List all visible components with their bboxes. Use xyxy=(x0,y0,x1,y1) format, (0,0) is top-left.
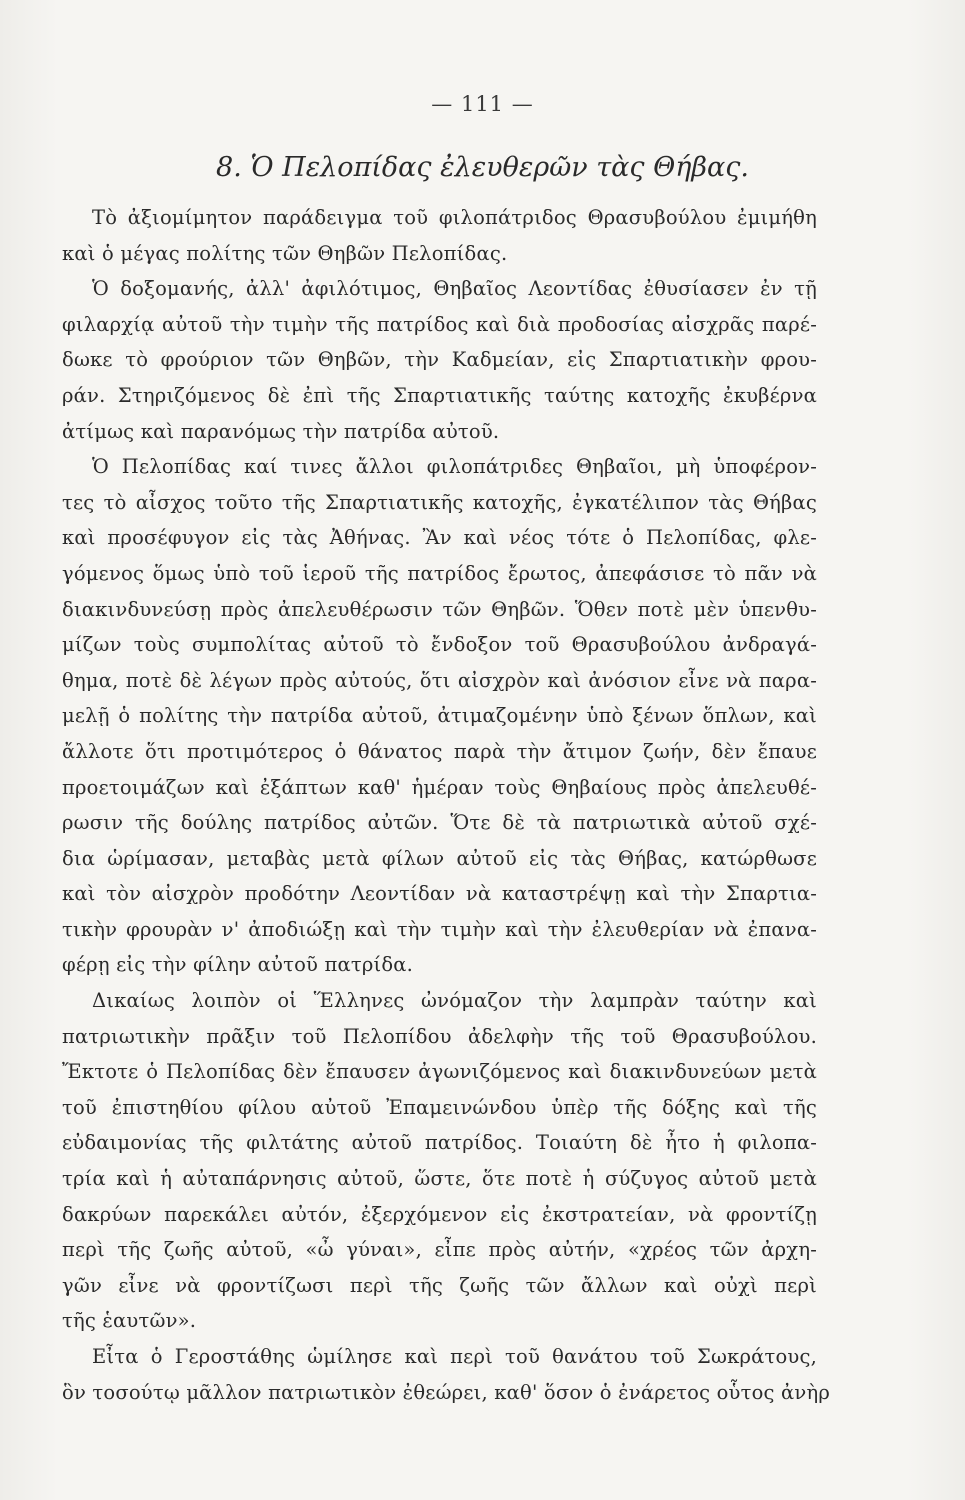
text-line: ράν. Στηριζόμενος δὲ ἐπὶ τῆς Σπαρτιατικῆς ταύτης κατοχῆς ἐκυβέρνα xyxy=(62,383,817,407)
text-line: ὃν τοσούτῳ μᾶλλον πατριωτικὸν ἐθεώρει, καθ' ὅσον ὁ ἐνάρετος οὗτος ἀνὴρ xyxy=(62,1380,831,1404)
text-line: Ὁ Πελοπίδας καί τινες ἄλλοι φιλοπάτριδες Θηβαῖοι, μὴ ὑποφέρον- xyxy=(92,455,817,479)
text-line: μελῇ ὁ πολίτης τὴν πατρίδα αὐτοῦ, ἀτιμαζομένην ὑπὸ ξένων ὅπλων, καὶ xyxy=(62,704,817,728)
text-line: θημα, ποτὲ δὲ λέγων πρὸς αὐτούς, ὅτι αἰσχρὸν καὶ ἀνόσιον εἶνε νὰ παρα- xyxy=(62,668,817,692)
text-line: φέρῃ εἰς τὴν φίλην αὐτοῦ πατρίδα. xyxy=(62,953,414,977)
body-text xyxy=(62,200,831,1410)
text-line: καὶ προσέφυγον εἰς τὰς Ἀθήνας. Ἂν καὶ νέος τότε ὁ Πελοπίδας, φλε- xyxy=(62,526,817,550)
text-line: γῶν εἶνε νὰ φροντίζωσι περὶ τῆς ζωῆς τῶν ἄλλων καὶ οὐχὶ περὶ xyxy=(62,1273,817,1297)
text-line: Δικαίως λοιπὸν οἱ Ἕλληνες ὠνόμαζον τὴν λαμπρὰν ταύτην καὶ xyxy=(92,989,817,1013)
text-line: τρία καὶ ἡ αὐταπάρνησις αὐτοῦ, ὥστε, ὅτε ποτὲ ἡ σύζυγος αὐτοῦ μετὰ xyxy=(62,1167,817,1191)
text-line: προετοιμάζων καὶ ἐξάπτων καθ' ἡμέραν τοὺς Θηβαίους πρὸς ἀπελευθέ- xyxy=(62,775,817,799)
text-line: δακρύων παρεκάλει αὐτόν, ἐξερχόμενον εἰς ἐκστρατείαν, νὰ φροντίζῃ xyxy=(62,1202,817,1226)
text-line: δωκε τὸ φρούριον τῶν Θηβῶν, τὴν Καδμείαν, εἰς Σπαρτιατικὴν φρου- xyxy=(62,348,817,372)
text-line: τες τὸ αἶσχος τοῦτο τῆς Σπαρτιατικῆς κατοχῆς, ἐγκατέλιπον τὰς Θήβας xyxy=(62,490,817,514)
text-line: τῆς ἑαυτῶν». xyxy=(62,1309,197,1333)
section-title: 8. Ὁ Πελοπίδας ἐλευθερῶν τὰς Θήβας. xyxy=(216,152,749,183)
text-line: γόμενος ὅμως ὑπὸ τοῦ ἱεροῦ τῆς πατρίδος ἔρωτος, ἀπεφάσισε τὸ πᾶν νὰ xyxy=(62,561,817,585)
text-line: μίζων τοὺς συμπολίτας αὐτοῦ τὸ ἔνδοξον τοῦ Θρασυβούλου ἀνδραγά- xyxy=(62,633,817,657)
text-line: τοῦ ἐπιστηθίου φίλου αὐτοῦ Ἐπαμεινώνδου ὑπὲρ τῆς δόξης καὶ τῆς xyxy=(62,1095,817,1119)
text-line: Εἶτα ὁ Γεροστάθης ὡμίλησε καὶ περὶ τοῦ θανάτου τοῦ Σωκράτους, xyxy=(92,1345,817,1368)
text-line: φιλαρχίᾳ αὐτοῦ τὴν τιμὴν τῆς πατρίδος καὶ διὰ προδοσίας αἰσχρᾶς παρέ- xyxy=(62,312,817,336)
text-line: Τὸ ἀξιομίμητον παράδειγμα τοῦ φιλοπάτριδος Θρασυβούλου ἐμιμήθη xyxy=(92,206,817,229)
text-line: καὶ τὸν αἰσχρὸν προδότην Λεοντίδαν νὰ καταστρέψῃ καὶ τὴν Σπαρτια- xyxy=(62,882,817,906)
text-line: Ἔκτοτε ὁ Πελοπίδας δὲν ἔπαυσεν ἀγωνιζόμενος καὶ διακινδυνεύων μετὰ xyxy=(62,1060,817,1084)
text-line: ἄλλοτε ὅτι προτιμότερος ὁ θάνατος παρὰ τὴν ἄτιμον ζωήν, δὲν ἔπαυε xyxy=(62,739,817,763)
text-line: τικὴν φρουρὰν ν' ἀποδιώξῃ καὶ τὴν τιμὴν καὶ τὴν ἐλευθερίαν νὰ ἐπανα- xyxy=(62,917,817,941)
text-line: πατριωτικὴν πρᾶξιν τοῦ Πελοπίδου ἀδελφὴν τῆς τοῦ Θρασυβούλου. xyxy=(62,1024,817,1048)
text-line: Ὁ δοξομανής, ἀλλ' ἀφιλότιμος, Θηβαῖος Λεοντίδας ἐθυσίασεν ἐν τῇ xyxy=(92,277,817,301)
text-line: εὐδαιμονίας τῆς φιλτάτης αὐτοῦ πατρίδος. Τοιαύτη δὲ ἦτο ἡ φιλοπα- xyxy=(62,1131,817,1155)
text-line: ἀτίμως καὶ παρανόμως τὴν πατρίδα αὐτοῦ. xyxy=(62,419,500,443)
text-line: διακινδυνεύσῃ πρὸς ἀπελευθέρωσιν τῶν Θηβῶν. Ὅθεν ποτὲ μὲν ὑπενθυ- xyxy=(62,597,817,621)
text-line: δια ὡρίμασαν, μεταβὰς μετὰ φίλων αὐτοῦ εἰς τὰς Θήβας, κατώρθωσε xyxy=(62,846,817,870)
text-line: καὶ ὁ μέγας πολίτης τῶν Θηβῶν Πελοπίδας. xyxy=(62,241,508,265)
text-line: ρωσιν τῆς δούλης πατρίδος αὐτῶν. Ὅτε δὲ τὰ πατριωτικὰ αὐτοῦ σχέ- xyxy=(62,811,817,835)
page-number: — 111 — xyxy=(431,92,534,116)
text-line: περὶ τῆς ζωῆς αὐτοῦ, «ὦ γύναι», εἶπε πρὸς αὐτήν, «χρέος τῶν ἀρχη- xyxy=(62,1238,817,1262)
